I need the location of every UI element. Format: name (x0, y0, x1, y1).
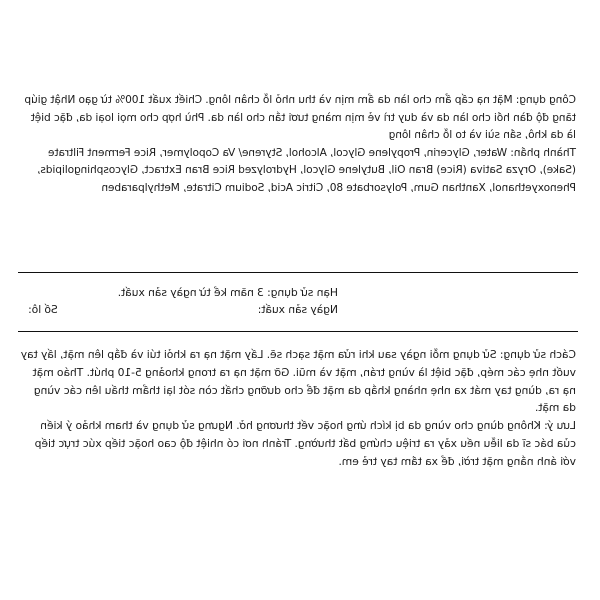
mfg-date-blank (78, 301, 238, 318)
usage-text: Công dụng: Mặt nạ cấp ẩm cho làn da ẩm mịn và thu nhỏ lỗ chân lông. Chiết xuất 100% từ gạo Nhật giúp tăng độ đàn hồi cho làn da và duy trì vẻ mịn màng tươi tắn cho làn da. Phù hợp cho mọi loại da, đặc biệt là da khô, sần sùi và to lỗ chân lông (24, 94, 576, 142)
mfg-date-label: Ngày sản xuất: (257, 303, 338, 316)
shelf-life-text: Hạn sử dụng: 3 năm kể từ ngày sản xuất. (117, 286, 338, 299)
expiry-section (8, 284, 338, 318)
instructions-section (20, 346, 576, 471)
warning-text: Lưu ý: Không dùng cho vùng da bị kích ứng hoặc vết thương hở. Ngưng sử dụng và tham khảo ý kiến của bác sĩ da liễu nếu xảy ra triệu chứng bất thường. Tránh nơi có nhiệt độ cao hoặc tiếp xúc trực tiếp với ánh nắng mặt trời, để xa tầm tay trẻ em. (34, 419, 576, 468)
usage-section (20, 92, 576, 198)
mfg-lot-row (8, 301, 338, 318)
lot-label: Số lô: (28, 303, 58, 316)
ingredients-text: Thành phần: Water, Glycerin, Propylene Glycol, Alcohol, Styrene/ Va Copolymer, Rice Ferment Filtrate (Sake), Oryza Sativa (Rice) Bran Oil, Butylene Glycol, Hydrolyzed Rice Bran Extract, Glycosphingolipids, Phenoxyethanol, Xanthan Gum, Polysorbate 80, Citric Acid, Sodium Citrate, Methylparaben (37, 146, 576, 194)
how-to-text: Cách sử dụng: Sử dụng mỗi ngày sau khi rửa mặt sạch sẽ. Lấy mặt nạ ra khỏi túi và đắp lên mặt, lấy tay vuốt nhẹ các mép, đặc biệt là vùng trán, mặt và mũi. Gỡ mặt nạ ra trong khoảng 5-10 phút. Tháo mặt nạ ra, dùng tay mát xa nhẹ nhàng khắp da mặt để cho dưỡng chất còn sót lại thẩm thấu lên các vùng da mặt. (20, 348, 576, 415)
divider-top (18, 272, 578, 273)
divider-bottom (18, 331, 578, 332)
